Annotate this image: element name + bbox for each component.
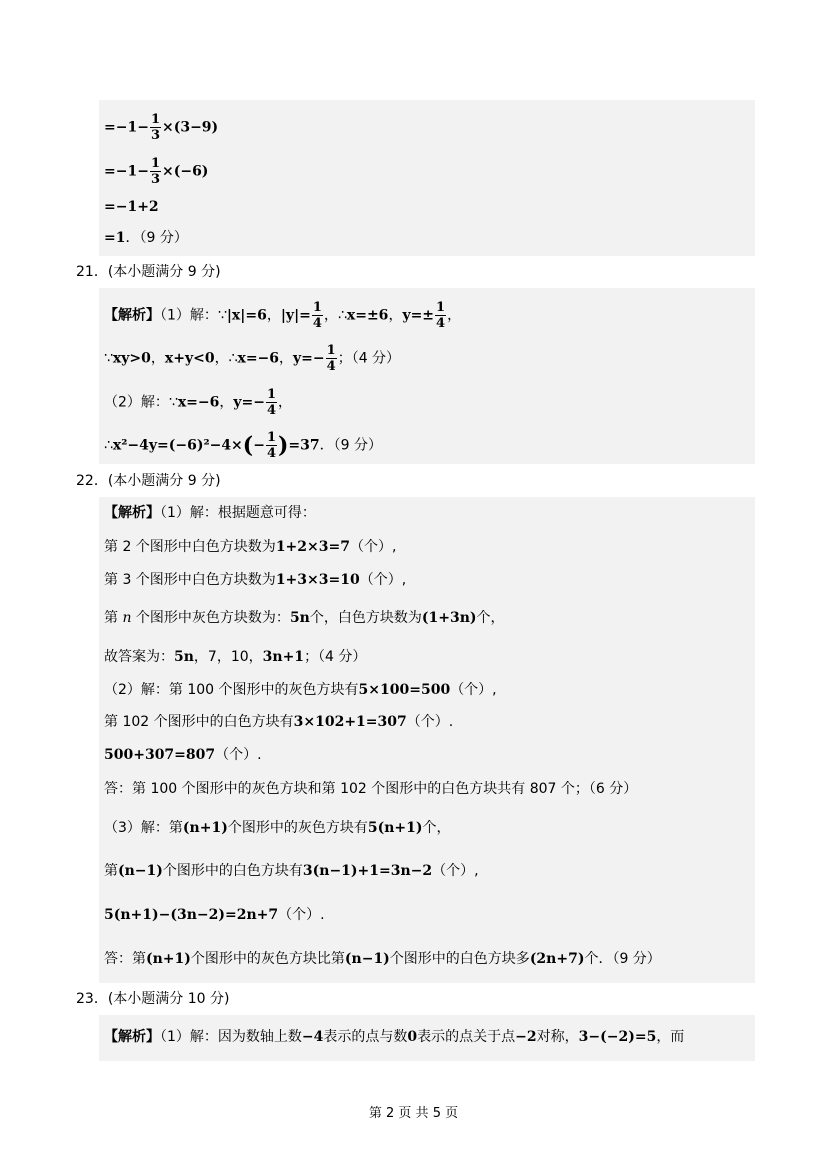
- solution-line: （2）解：∵x=−6，y=− $\frac{1}{4}$ ，: [104, 387, 293, 418]
- solution-line: 答：第(n+1)个图形中的灰色方块比第(n−1)个图形中的白色方块多(2n+7)个．（9 分）: [104, 951, 661, 967]
- solution-line: （3）解：第(n+1)个图形中的灰色方块有5(n+1)个，: [104, 820, 451, 836]
- solution-line: =−1− $\frac{1}{3}$ ×(3−9): [104, 112, 219, 143]
- solution-line: ∵xy>0，x+y<0，∴x=−6，y=− $\frac{1}{4}$ ；（4 分）: [104, 343, 401, 374]
- solution-line: 5(n+1)−(3n−2)=2n+7（个）.: [104, 907, 325, 923]
- solution-line: 【解析】（1）解：根据题意可得：: [104, 505, 316, 521]
- fraction: $\frac{1}{4}$: [266, 430, 276, 461]
- fraction: $\frac{1}{4}$: [267, 387, 277, 418]
- solution-line: =−1− $\frac{1}{3}$ ×(−6): [104, 156, 209, 187]
- fraction: $\frac{1}{3}$: [150, 156, 160, 187]
- solution-line: =1．（9 分）: [104, 230, 188, 246]
- solution-line: 故答案为：5n，7，10，3n+1；（4 分）: [104, 649, 367, 665]
- page-footer: 第 2 页 共 5 页: [368, 1106, 459, 1121]
- fraction: $\frac{1}{4}$: [326, 343, 336, 374]
- solution-line: =−1+2: [104, 199, 159, 215]
- solution-line: 答：第 100 个图形中的灰色方块和第 102 个图形中的白色方块共有 807 个；（6 分）: [104, 781, 638, 797]
- solution-line: 500+307=807（个）.: [104, 747, 262, 763]
- question-heading: 21．(本小题满分 9 分): [76, 264, 221, 280]
- question-heading: 22．(本小题满分 9 分): [76, 473, 221, 489]
- solution-line: （2）解：第 100 个图形中的灰色方块有5×100=500（个）,: [104, 682, 497, 698]
- question-heading: 23．(本小题满分 10 分): [76, 991, 230, 1007]
- fraction: $\frac{1}{3}$: [150, 112, 160, 143]
- solution-line: 第(n−1)个图形中的白色方块有3(n−1)+1=3n−2（个）,: [104, 863, 479, 879]
- solution-line: 第 102 个图形中的白色方块有3×102+1=307（个）.: [104, 714, 454, 730]
- solution-line: 第 n 个图形中灰色方块数为：5n个，白色方块数为(1+3n)个，: [104, 610, 505, 626]
- fraction: $\frac{1}{4}$: [436, 300, 446, 331]
- solution-line: 第 3 个图形中白色方块数为1+3×3=10（个）,: [104, 572, 407, 588]
- solution-line: 【解析】（1）解：因为数轴上数−4表示的点与数0表示的点关于点−2对称，3−(−2)=5，而: [104, 1029, 685, 1045]
- fraction: $\frac{1}{4}$: [312, 300, 322, 331]
- solution-line: 【解析】（1）解：∵|x|=6，|y|= $\frac{1}{4}$ ，∴x=±6，y=± $\frac{1}{4}$ ，: [104, 300, 462, 331]
- solution-line: ∴x²−4y=(−6)²−4×(− $\frac{1}{4}$ )=37．（9 分）: [104, 430, 382, 461]
- solution-line: 第 2 个图形中白色方块数为1+2×3=7（个）,: [104, 539, 397, 555]
